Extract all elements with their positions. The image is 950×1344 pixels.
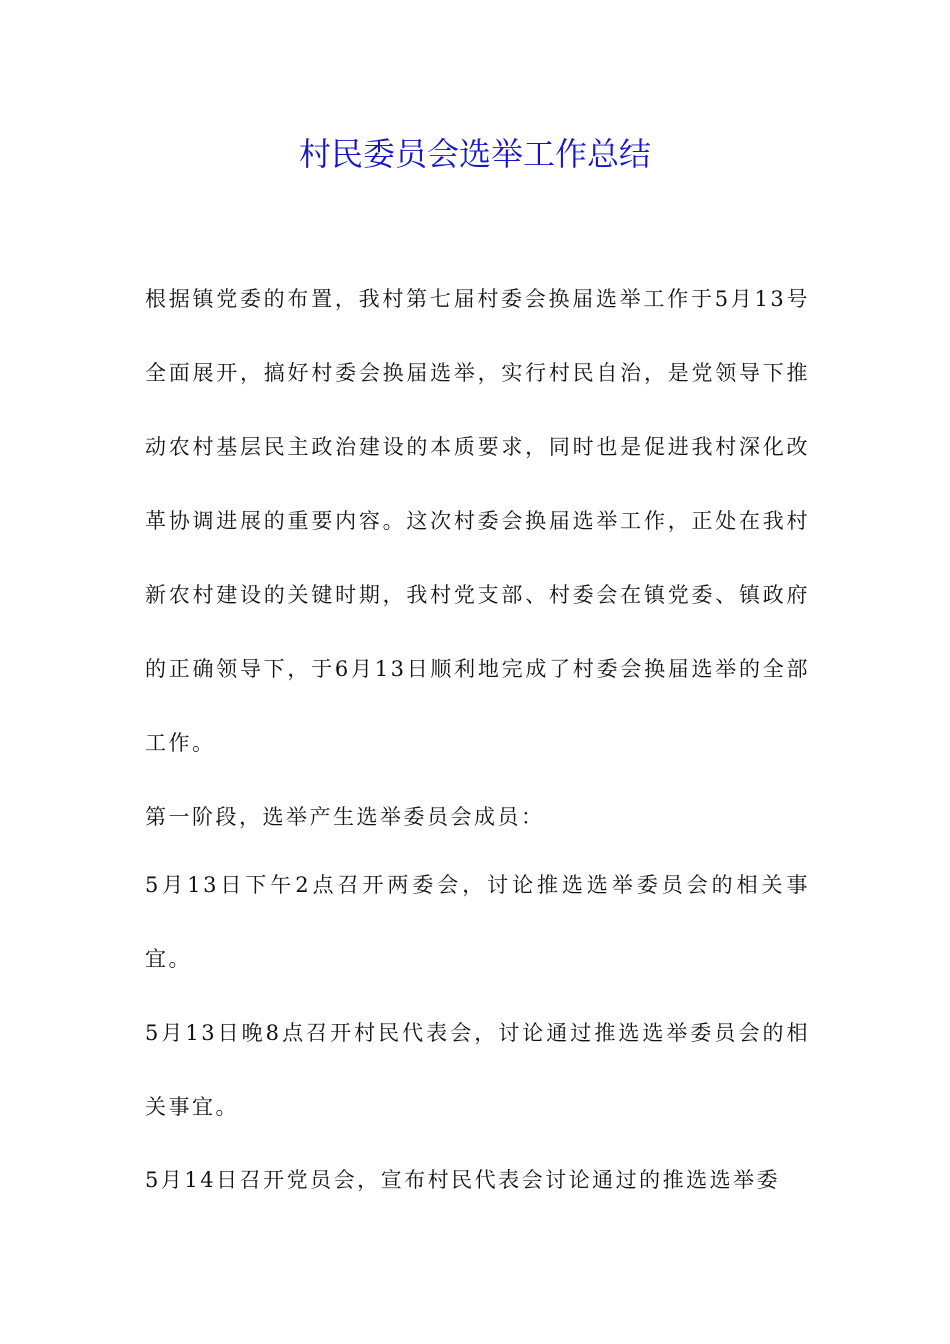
stage-one-heading: 第一阶段，选举产生选举委员会成员：	[145, 805, 545, 829]
timeline-item-3: 5月14日召开党员会，宣布村民代表会讨论通过的推选选举委	[145, 1168, 781, 1192]
timeline-item-1: 5月13日下午2点召开两委会，讨论推选选举委员会的相关事宜。	[145, 873, 810, 971]
intro-paragraph: 根据镇党委的布置，我村第七届村委会换届选举工作于5月13号全面展开，搞好村委会换届选举，实行村民自治，是党领导下推动农村基层民主政治建设的本质要求，同时也是促进我村深化改革协调进展的重要内容。这次村委会换届选举工作，正处在我村新农村建设的关键时期，我村党支部、村委会在镇党委、镇政府的正确领导下，于6月13日顺利地完成了村委会换届选举的全部工作。	[145, 287, 810, 755]
timeline-item-2: 5月13日晚8点召开村民代表会，讨论通过推选选举委员会的相关事宜。	[145, 1021, 810, 1119]
document-title: 村民委员会选举工作总结	[298, 135, 651, 173]
